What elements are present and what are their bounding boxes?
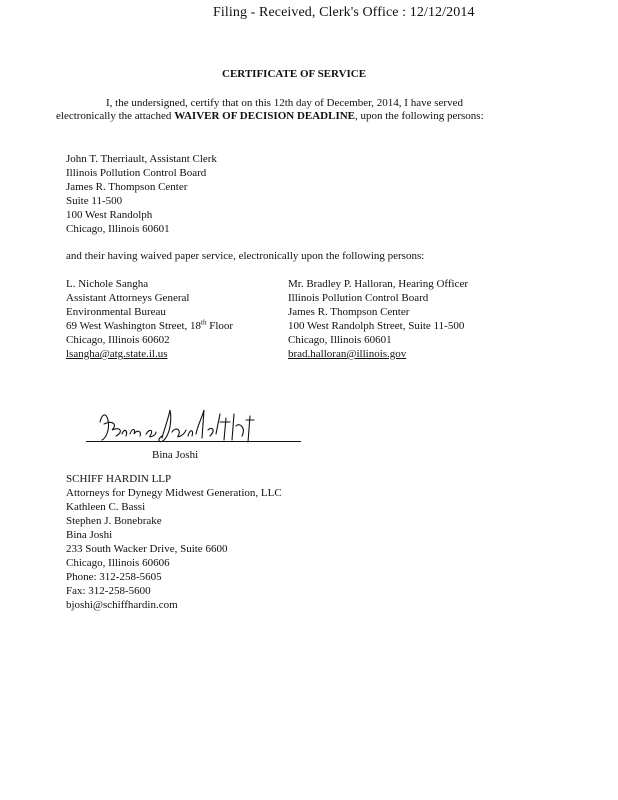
contact-email-link[interactable]: lsangha@atg.state.il.us bbox=[66, 348, 168, 360]
contact-name: Mr. Bradley P. Halloran, Hearing Officer bbox=[288, 278, 469, 290]
firm-city: Chicago, Illinois 60606 bbox=[66, 557, 170, 569]
filing-stamp: Filing - Received, Clerk's Office : 12/12/2014 bbox=[213, 5, 475, 20]
address-line: 100 West Randolph bbox=[66, 209, 153, 221]
firm-email: bjoshi@schiffhardin.com bbox=[66, 599, 178, 611]
address-line: John T. Therriault, Assistant Clerk bbox=[66, 153, 217, 165]
contact-street: 100 West Randolph Street, Suite 11-500 bbox=[288, 320, 465, 332]
contact-building: James R. Thompson Center bbox=[288, 306, 410, 318]
contact-name: L. Nichole Sangha bbox=[66, 278, 149, 290]
clerk-address-block bbox=[66, 152, 217, 236]
contact-email-link[interactable]: brad.halloran@illinois.gov bbox=[288, 348, 407, 360]
firm-attorney: Kathleen C. Bassi bbox=[66, 501, 146, 513]
firm-signature-block bbox=[66, 472, 282, 612]
firm-attorney: Stephen J. Bonebrake bbox=[66, 515, 162, 527]
signature-line bbox=[86, 441, 301, 442]
firm-attorney: Bina Joshi bbox=[66, 529, 113, 541]
contact-city: Chicago, Illinois 60602 bbox=[66, 334, 170, 346]
address-line: Suite 11-500 bbox=[66, 195, 123, 207]
signer-name: Bina Joshi bbox=[152, 449, 199, 461]
hearing-officer-contact bbox=[288, 277, 468, 361]
contact-city: Chicago, Illinois 60601 bbox=[288, 334, 392, 346]
firm-phone: Phone: 312-258-5605 bbox=[66, 571, 162, 583]
intro-text-end: , upon the following persons: bbox=[355, 110, 484, 122]
certificate-intro bbox=[56, 97, 496, 123]
contact-bureau: Environmental Bureau bbox=[66, 306, 166, 318]
address-line: Chicago, Illinois 60601 bbox=[66, 223, 170, 235]
document-name: WAIVER OF DECISION DEADLINE bbox=[174, 110, 356, 122]
firm-name: SCHIFF HARDIN LLP bbox=[66, 473, 172, 485]
address-line: Illinois Pollution Control Board bbox=[66, 167, 207, 179]
waived-service-text: and their having waived paper service, electronically upon the following persons: bbox=[66, 250, 425, 262]
contact-street: 69 West Washington Street, 18th Floor bbox=[66, 318, 234, 332]
firm-client: Attorneys for Dynegy Midwest Generation, LLC bbox=[66, 487, 282, 499]
firm-fax: Fax: 312-258-5600 bbox=[66, 585, 151, 597]
firm-street: 233 South Wacker Drive, Suite 6600 bbox=[66, 543, 228, 555]
contact-org: Illinois Pollution Control Board bbox=[288, 292, 429, 304]
contact-title: Assistant Attorneys General bbox=[66, 292, 190, 304]
attorney-general-contact bbox=[66, 277, 233, 361]
handwritten-signature bbox=[90, 400, 290, 452]
address-line: James R. Thompson Center bbox=[66, 181, 188, 193]
certificate-title: CERTIFICATE OF SERVICE bbox=[222, 68, 367, 80]
intro-text-start: I, the undersigned, certify that on this 12th day of December, 2014, I have served electronically the attached bbox=[56, 97, 463, 122]
